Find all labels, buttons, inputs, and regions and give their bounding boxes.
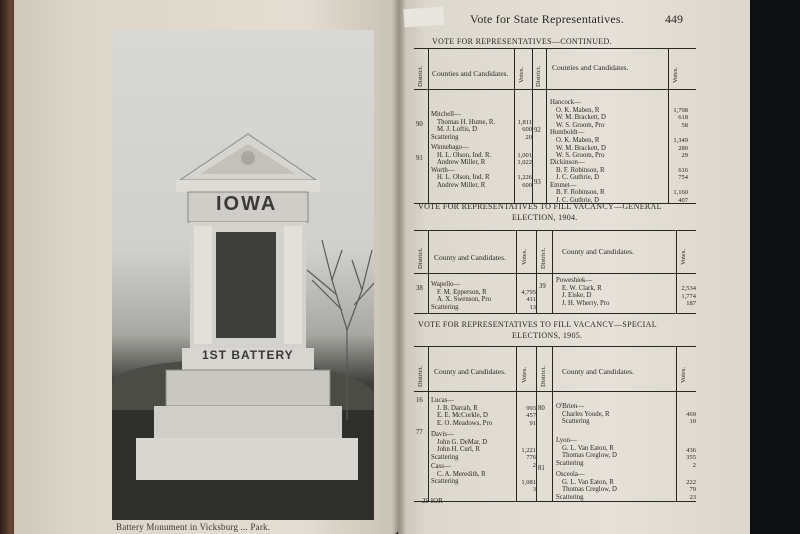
monument bbox=[130, 128, 360, 488]
list-item: Dickinson— B. F. Robinson, R J. C. Guthrie, D Emmet— B. F. Robinson, R J. C. Guthrie, D bbox=[550, 159, 605, 204]
header-county-left: County and Candidates. bbox=[434, 367, 506, 376]
list-item: Lyon— G. L. Van Eaton, R Thomas Creglow, D Scattering bbox=[556, 437, 617, 467]
header-votes-left: Votes. bbox=[521, 367, 528, 383]
header-votes-right: Votes. bbox=[680, 367, 687, 383]
vote-count: 222 79 23 bbox=[686, 478, 696, 501]
list-item: Poweshiek— E. W. Clark, R J. Eiske, D J. H. Wherry, Pro bbox=[556, 277, 610, 307]
monument-inscription-base: 1ST BATTERY bbox=[202, 348, 294, 362]
vote-count: 1,081 3 bbox=[521, 478, 536, 494]
header-votes-right: Votes. bbox=[680, 249, 687, 265]
paper-bookmark bbox=[403, 7, 444, 28]
district-number: 92 bbox=[534, 127, 541, 134]
running-title: Vote for State Representatives. bbox=[470, 12, 624, 26]
header-votes-right: Votes. bbox=[672, 67, 679, 83]
header-county-left: County and Candidates. bbox=[434, 253, 506, 262]
header-district-left: District. bbox=[417, 65, 424, 87]
header-district-left: District. bbox=[417, 365, 424, 387]
header-district-right: District. bbox=[535, 65, 542, 87]
section3-title-line1: VOTE FOR REPRESENTATIVES TO FILL VACANCY—SPECIAL bbox=[418, 320, 657, 329]
list-item: Wapello— F. M. Epperson, R A. X. Swenson, Pro Scattering bbox=[431, 281, 492, 311]
photo-caption: Battery Monument in Vicksburg ... Park. bbox=[116, 522, 271, 532]
page-number: 449 bbox=[665, 12, 683, 26]
list-item: Osceola— G. L. Van Eaton, R Thomas Creglow, D Scattering bbox=[556, 471, 617, 501]
vote-count: 4,795 411 13 bbox=[521, 288, 536, 311]
section1-title: VOTE FOR REPRESENTATIVES—CONTINUED. bbox=[432, 37, 612, 46]
list-item: Cass— C. A. Meredith, R Scattering bbox=[431, 463, 486, 486]
book-gutter bbox=[392, 0, 406, 534]
vote-count: 1,001 1,022 1,226 600 bbox=[517, 151, 532, 189]
district-number: 91 bbox=[416, 155, 423, 162]
district-number: 90 bbox=[416, 121, 423, 128]
list-item: Winnebago— H. L. Olson, Ind. R. Andrew Miller, R Worth— H. L. Olson, Ind. R Andrew Miller, R bbox=[431, 144, 492, 189]
header-counties-right: Counties and Candidates. bbox=[552, 63, 629, 72]
list-item: Lucas— J. B. Darrah, R E. E. McCorkle, D E. O. Meadows, Pro bbox=[431, 397, 493, 427]
header-district-right: District. bbox=[540, 365, 547, 387]
header-counties-left: Counties and Candidates. bbox=[432, 69, 509, 78]
header-county-right: County and Candidates. bbox=[562, 247, 634, 256]
section3-title-line2: ELECTIONS, 1905. bbox=[512, 331, 583, 340]
district-number: 77 bbox=[416, 429, 423, 436]
vote-count: 469 10 bbox=[686, 410, 696, 426]
list-item: Mitchell— Thomas H. Hume, R. M. J. Loftis, D Scattering bbox=[431, 111, 496, 141]
vote-count: 1,811 600 20 bbox=[517, 118, 532, 141]
header-county-right: County and Candidates. bbox=[562, 367, 634, 376]
district-number: 38 bbox=[416, 285, 423, 292]
vote-count: 436 355 2 bbox=[686, 446, 696, 469]
district-number: 80 bbox=[538, 405, 545, 412]
monument-inscription-top: IOWA bbox=[216, 193, 278, 215]
section2-title-line1: VOTE FOR REPRESENTATIVES TO FILL VACANCY—GENERAL bbox=[418, 202, 662, 211]
section3-table bbox=[414, 346, 696, 502]
district-number: 39 bbox=[539, 283, 546, 290]
header-votes-left: Votes. bbox=[521, 249, 528, 265]
list-item: O'Brien— Charles Youde, R Scattering bbox=[556, 403, 610, 426]
district-number: 93 bbox=[534, 179, 541, 186]
vote-count: 993 457 91 bbox=[526, 404, 536, 427]
list-item: Hancock— O. K. Maben, R W. M. Brackett, D W. S. Groom, Pro Humboldt— O. K. Maben, R W. M. Brackett, D W. S. Groom, Pro bbox=[550, 99, 606, 160]
section2-table bbox=[414, 230, 696, 314]
district-number: 81 bbox=[538, 465, 545, 472]
monument-photo bbox=[112, 30, 374, 520]
vote-count: 1,798 618 58 1,349 280 29 bbox=[673, 106, 688, 160]
header-district-right: District. bbox=[540, 247, 547, 269]
section1-table bbox=[414, 48, 696, 204]
vote-count: 2,534 1,774 187 bbox=[681, 285, 696, 308]
vote-count: 616 754 1,160 407 bbox=[673, 166, 688, 204]
district-number: 16 bbox=[416, 397, 423, 404]
header-votes-left: Votes. bbox=[518, 67, 525, 83]
vote-count: 1,221 776 2 bbox=[521, 446, 536, 469]
list-item: Davis— John G. DeMar, D John H. Curl, R Scattering bbox=[431, 431, 488, 461]
signature-mark: 29 IOR bbox=[422, 497, 443, 505]
header-district-left: District. bbox=[417, 247, 424, 269]
section2-title-line2: ELECTION, 1904. bbox=[512, 213, 578, 222]
